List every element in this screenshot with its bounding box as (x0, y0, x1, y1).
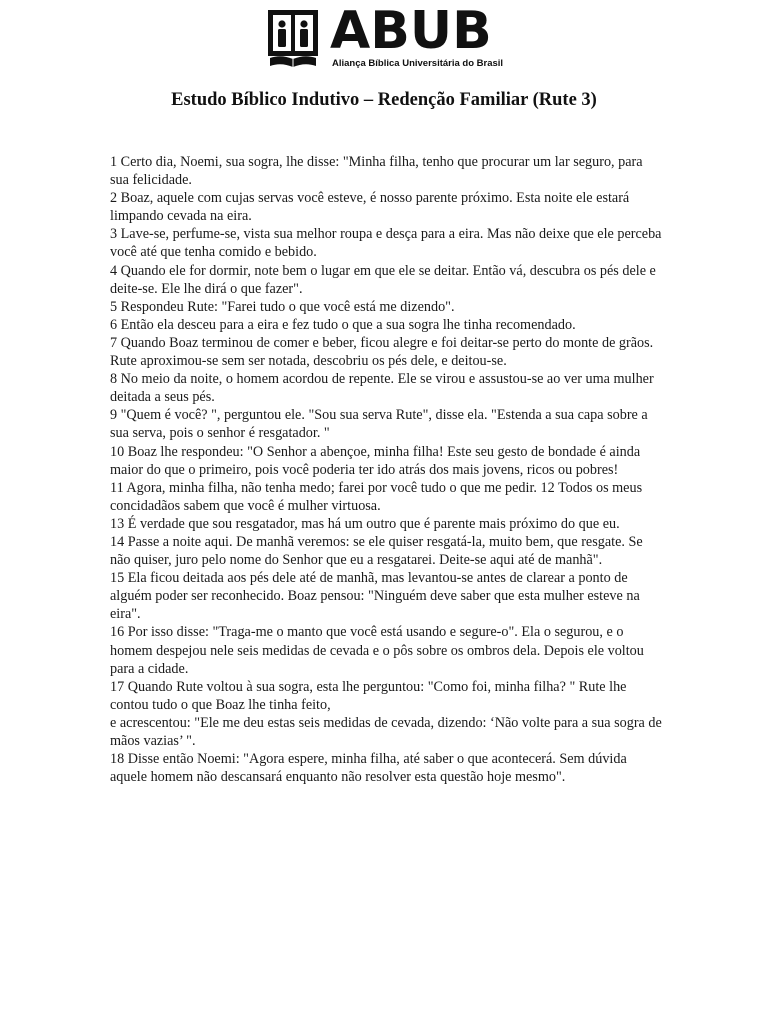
verse: 1 Certo dia, Noemi, sua sogra, lhe disse: "Minha filha, tenho que procurar um lar seguro, para sua felicidade. (110, 154, 643, 189)
verse: 3 Lave-se, perfume-se, vista sua melhor roupa e desça para a eira. Mas não deixe que ele perceba você até que tenha comido e bebido. (110, 226, 662, 261)
verse: 9 "Quem é você? ", perguntou ele. "Sou sua serva Rute", disse ela. "Estenda a sua capa sobre a sua serva, pois o senhor é resgatador. " (110, 407, 648, 442)
verse: 6 Então ela desceu para a eira e fez tudo o que a sua sogra lhe tinha recomendado. (110, 316, 576, 333)
verse-list (110, 153, 662, 786)
verse: 13 É verdade que sou resgatador, mas há um outro que é parente mais próximo do que eu. (110, 515, 620, 532)
verse: 10 Boaz lhe respondeu: "O Senhor a abençoe, minha filha! Este seu gesto de bondade é ainda maior do que o primeiro, pois você poderia ter ido atrás dos mais jovens, ricos ou pobres! (110, 443, 641, 478)
verse: 15 Ela ficou deitada aos pés dele até de manhã, mas levantou-se antes de clarear a ponto de alguém poder ser reconhecido. Boaz pensou: "Ninguém deve saber que esta mulher esteve na eira". (110, 570, 640, 623)
verse: 17 Quando Rute voltou à sua sogra, esta lhe perguntou: "Como foi, minha filha? " Rute lhe contou tudo o que Boaz lhe tinha feito, (110, 678, 627, 713)
verse: 11 Agora, minha filha, não tenha medo; farei por você tudo o que me pedir. 12 Todos os meus concidadãos sabem que você é mulher virtuosa. (110, 479, 643, 514)
verse: e acrescentou: "Ele me deu estas seis medidas de cevada, dizendo: ‘Não volte para a sua sogra de mãos vazias’ ". (110, 714, 662, 749)
logo-tagline: Aliança Bíblica Universitária do Brasil (332, 58, 504, 69)
verse: 16 Por isso disse: "Traga-me o manto que você está usando e segure-o". Ela o segurou, e o homem despejou nele seis medidas de cevada e o pôs sobre os ombros dela. Depois ele voltou para a cidade. (110, 624, 644, 677)
document-title: Estudo Bíblico Indutivo – Redenção Familiar (Rute 3) (171, 90, 597, 110)
logo-word: ABUB (330, 1, 492, 61)
verse: 5 Respondeu Rute: "Farei tudo o que você está me dizendo". (110, 298, 455, 315)
logo-text (330, 1, 504, 70)
verse: 2 Boaz, aquele com cujas servas você esteve, é nosso parente próximo. Esta noite ele estará limpando cevada na eira. (110, 190, 630, 225)
verse: 8 No meio da noite, o homem acordou de repente. Ele se virou e assustou-se ao ver uma mulher deitada a seus pés. (110, 371, 654, 406)
verse: 18 Disse então Noemi: "Agora espere, minha filha, até saber o que acontecerá. Sem dúvida aquele homem não descansará enquanto não resolver esta questão hoje mesmo". (110, 751, 627, 786)
abub-logo (268, 1, 504, 72)
abub-emblem-icon (268, 10, 318, 68)
verse: 7 Quando Boaz terminou de comer e beber, ficou alegre e foi deitar-se perto do monte de grãos. Rute aproximou-se sem ser notada, descobriu os pés dele, e deitou-se. (110, 334, 654, 370)
verse: 4 Quando ele for dormir, note bem o lugar em que ele se deitar. Então vá, descubra os pés dele e deite-se. Ele lhe dirá o que fazer". (110, 262, 656, 297)
verse: 14 Passe a noite aqui. De manhã veremos: se ele quiser resgatá-la, muito bem, que resgate. Se não quiser, juro pelo nome do Senhor que eu a resgatarei. Deite-se aqui até de manhã". (110, 533, 643, 569)
